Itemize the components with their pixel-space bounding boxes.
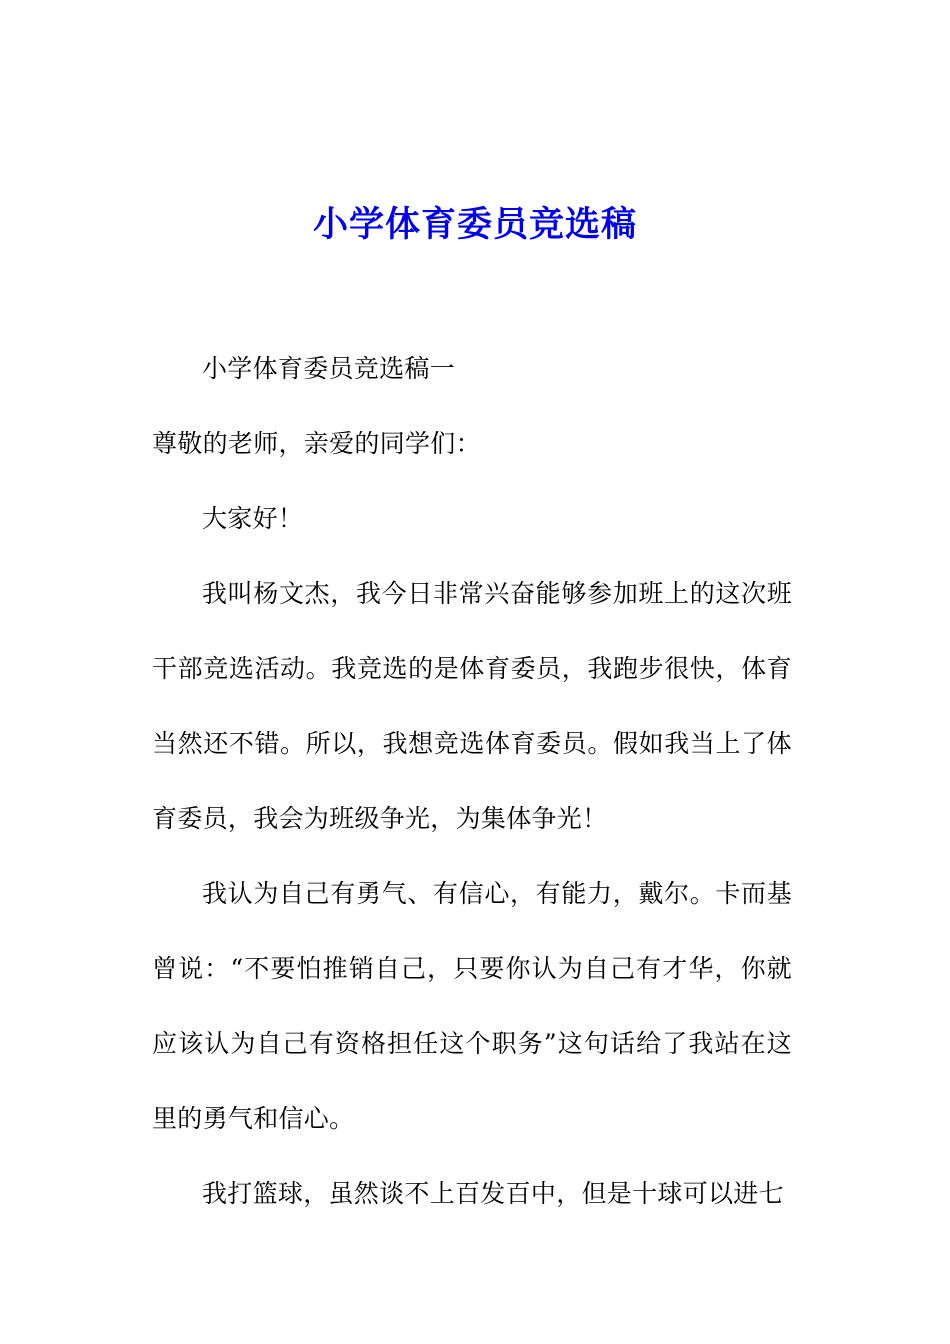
paragraph-introduction: 我叫杨文杰，我今日非常兴奋能够参加班上的这次班干部竞选活动。我竞选的是体育委员，我跑步很快，体育当然还不错。所以，我想竞选体育委员。假如我当上了体育委员，我会为班级争光，为集体争光！ — [152, 579, 792, 833]
paragraph-greeting: 大家好！ — [202, 504, 304, 533]
paragraph-basketball: 我打篮球，虽然谈不上百发百中，但是十球可以进七 — [202, 1179, 784, 1208]
document-body — [152, 331, 792, 1231]
paragraph-heading: 小学体育委员竞选稿一 — [202, 354, 456, 383]
paragraph-confidence: 我认为自己有勇气、有信心，有能力，戴尔。卡而基曾说：“不要怕推销自己，只要你认为自己有才华，你就应该认为自己有资格担任这个职务”这句话给了我站在这里的勇气和信心。 — [152, 879, 792, 1133]
document-title: 小学体育委员竞选稿 — [312, 205, 637, 246]
paragraph-salutation: 尊敬的老师，亲爱的同学们： — [152, 429, 481, 458]
